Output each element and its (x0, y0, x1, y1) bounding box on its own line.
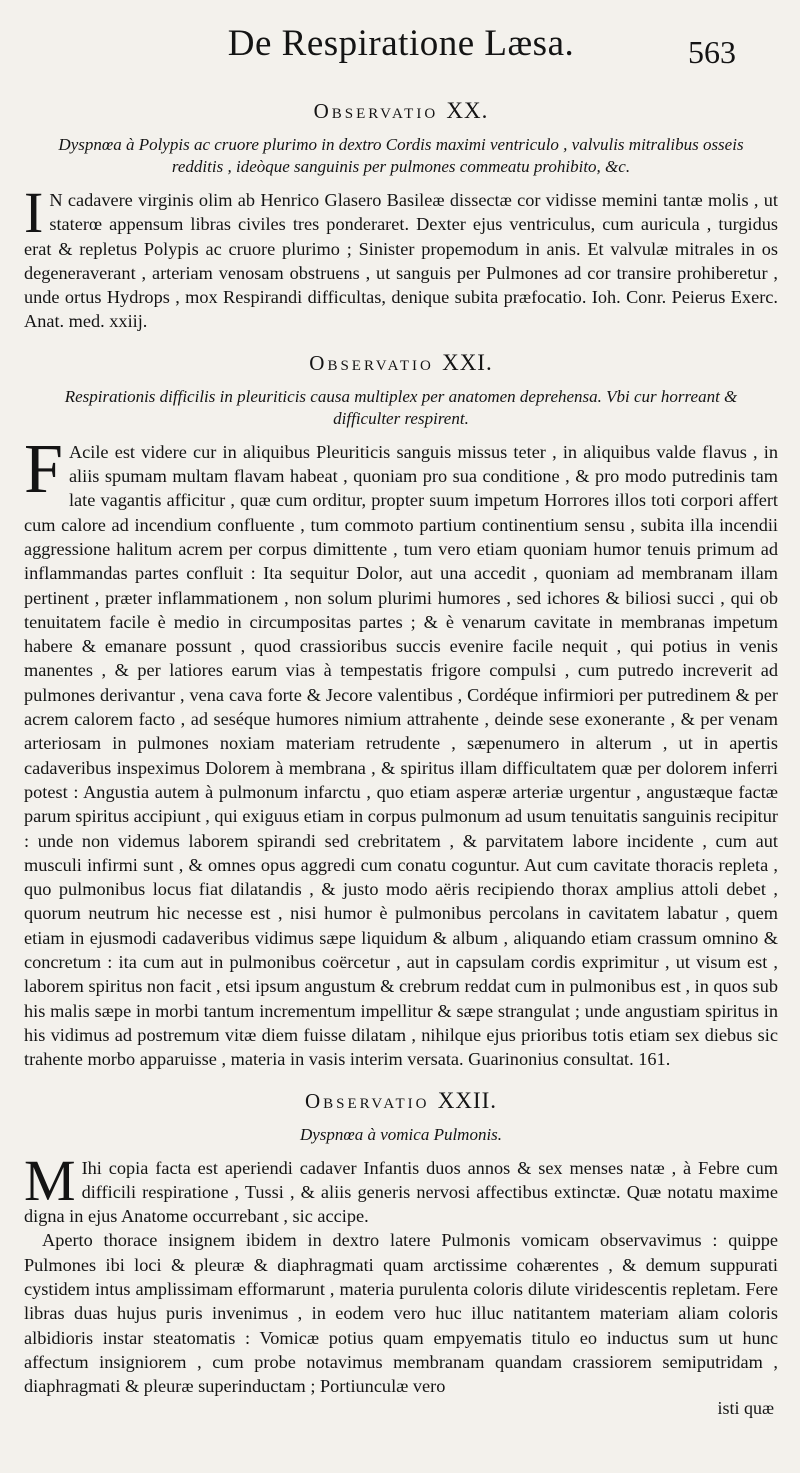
observation-22-heading (24, 1088, 778, 1114)
observation-20-heading (24, 98, 778, 124)
catchword: isti quæ (717, 1398, 774, 1419)
observation-21-text (24, 430, 778, 1072)
observation-21-heading (24, 350, 778, 376)
observation-word: Observatio (313, 99, 439, 123)
observation-word: Observatio (309, 350, 434, 375)
observation-22-text (24, 1147, 778, 1229)
observation-20-body: N cadavere virginis olim ab Henrico Glasero Basileæ dissectæ cor vidisse memini tantæ molis , ut staterœ appensum libras civiles tres ponderaret. Dexter ejus ventriculus, cum auricula , turgidus erat & repletus Polypis ac cruore plurimo ; Sinister propemodum in anis. Et valvulæ mitrales in os degeneraverant , arteriam venosam obstruens , ut sanguis per Pulmones ad cor transire prohiberetur , unde ortus Hydrops , mox Respirandi difficultas, denique subita præfocatio. Ioh. Conr. Peierus Exerc. Anat. med. xxiij. (24, 190, 778, 332)
drop-cap: I (24, 180, 44, 245)
running-title: De Respiratione Læsa. (227, 23, 575, 64)
observation-word: Observatio (304, 1088, 430, 1113)
observation-22-body: Ihi copia facta est aperiendi cadaver Infantis duos annos & sex menses natæ , à Febre cum difficili respiratione , Tussi , & aliis generis nervosi affectibus extinctæ. Quæ notatu maxime digna in ejus Anatome occurrebant , sic accipe. (24, 1157, 778, 1227)
observation-numeral: XXI. (442, 349, 493, 375)
observation-numeral: XXII. (437, 1087, 498, 1113)
observation-20-summary: Dyspnœa à Polypis ac cruore plurimo in dextro Cordis maximi ventriculo , valvulis mitralibus osseis redditis , ideòque sanguinis per pulmones commeatu prohibito, &c. (58, 135, 744, 176)
drop-cap: F (24, 430, 63, 508)
drop-cap: M (24, 1147, 76, 1213)
page-number: 563 (688, 34, 736, 70)
observation-22-text-2: Aperto thorace insignem ibidem in dextro latere Pulmonis vomicam observavimus : quippe Pulmones ibi loci & pleuræ & diaphragmati quam arctissime cohærentes , & demum suppurati cystidem intus amplissimam efformarunt , materia purulenta coloris dilute viridescentis repletam. Fere libras duas hujus puris invenimus , in eodem vero huc illuc natitantem materiam aliam coloris albidioris instar steatomatis : Vomicæ potius quam empyematis titulo eo inductus sum ut hunc affectum insigniorem , cum probe notavimus membranam quandam crassiorem semiputridam , diaphragmati & pleuræ superinductam ; Portiunculæ vero (24, 1230, 778, 1397)
observation-21-summary: Respirationis difficilis in pleuriticis causa multiplex per anatomen deprehensa. Vbi cur horreant & difficulter respirent. (64, 386, 738, 428)
page-header (24, 0, 778, 82)
observation-22-summary: Dyspnœa à vomica Pulmonis. (299, 1124, 503, 1144)
observation-numeral: XX. (446, 98, 489, 123)
observation-21-body: Acile est videre cur in aliquibus Pleuriticis sanguis missus teter , in aliquibus valde flavus , in aliis spumam multam flavam habeat , quoniam pro sua conditione , & pro modo putredinis tam late vagantis afficitur , quæ cum orditur, propter suum impetum Horrores illos toti corpori affert cum calore ad incendium confluente , tum commoto partium continentium sensu , subita illa incendii aggressione halitum acrem per corpus dimittente , tum vero etiam quoniam humor tenuis primum ad inflammandas partes confluit : Ita sequitur Dolor, aut una accedit , quoniam ad membranam illam pertinent , præter inflammationem , non solum plurimi humores , sed ichores & biliosi succi , qui ob tenuitatem facile è medio in circumpositas partes ; & è venarum cavitate in membranas impetum habere & emanare possunt , quod crassioribus succis evenire facile nequit , qui potius in venis manentes , & per latiores earum vias à tempestatis frigore compulsi , cum putredo increverit ad pulmones derivantur , vena cava forte & Jecore valentibus , Cordéque infirmiori per putredinem & per acrem calorem facto , ad seséque humores nimium attrahente , deinde sese exonerante , & per venam arteriosam in pulmones noxiam materiam retrudente , sæpenumero in alterum , ut in apertis cadaveribus inspeximus Dolorem à membrana , & spiritus illam difficultatem quæ per dolorem inferri potest : Angustia autem à pulmonum infarctu , quo etiam asperæ arteriæ urgentur , angustæque factæ parum spiritus accipiunt , qui exiguus etiam in corpus pulmonum ad usum tenuitatis sanguinis recipitur : unde non videmus laborem spirandi sed crebritatem , & parvitatem labore incidente , cum aut musculi infirmi sunt , & omnes opus aggredi cum conatu coguntur. Aut cum cavitate thoracis repleta , quo pulmonibus locus fiat dilatandis , & justo modo aëris recipiendo thorax amplius attoli debet , quorum neutrum hic necesse est , nisi humor è pulmonibus percolans in cavitatem labatur , quem etiam in ejusmodi cadaveribus vidimus sæpe liquidum & album , aliquando etiam crassum omnino & concretum : ita cum aut in pulmonibus coërcetur , aut in capsulam cordis exprimitur , ut visum est , laborem spiritus non facit , etsi ipsum angustum & crebrum reddat cum in pulmonibus est , in quos sub his malis sæpe in morbi tantum incrementum impellitur & sæpe strangulat ; unde angustiam spiritus in his vidimus ad postremum vitæ diem fuisse dilatam , nihilque ejus prioribus totis etiam sex diebus sic trahente morbo apparuisse , materia in vasis interim versata. Guarinonius consultat. 161. (24, 441, 778, 1070)
observation-20-text (24, 180, 778, 334)
